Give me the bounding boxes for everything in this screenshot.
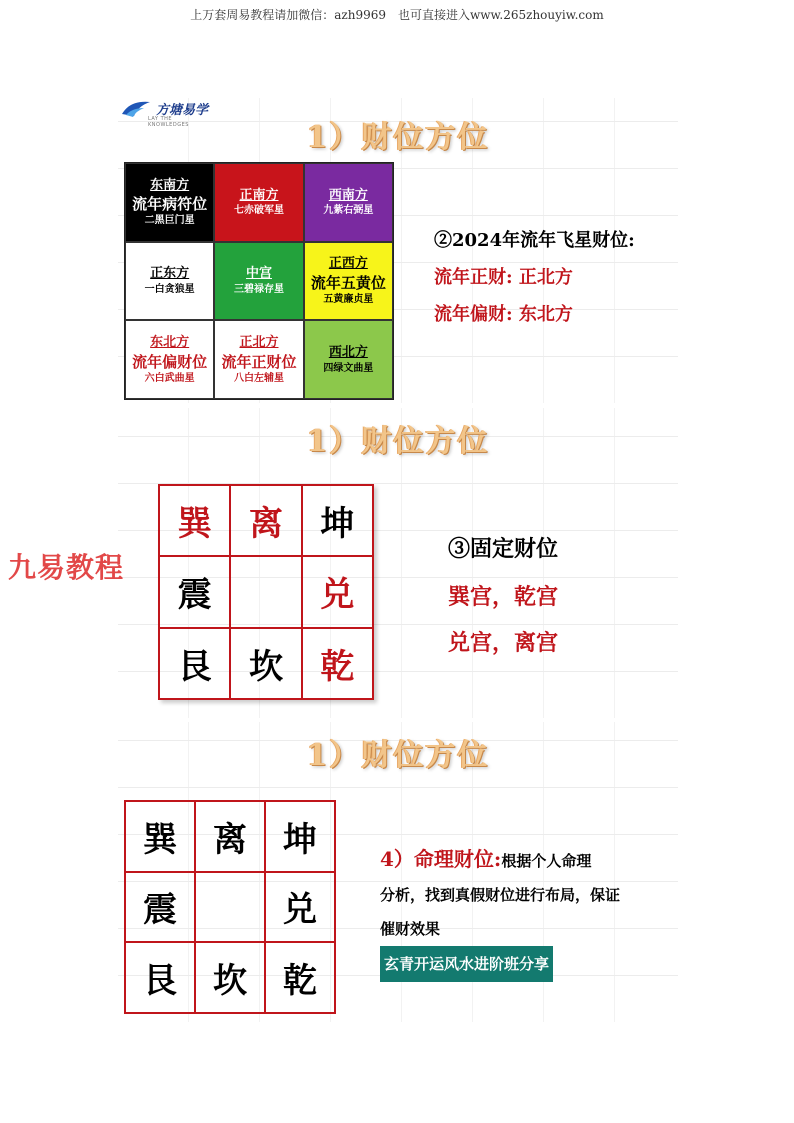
palace-star: 四绿文曲星 <box>323 362 374 374</box>
trigram-cell: 兑 <box>265 872 335 943</box>
palace-direction: 正西方 <box>328 256 368 272</box>
fixed-wealth-line1: 巽宫，乾宫 <box>448 584 559 610</box>
main-wealth-line: 流年正财: 正北方 <box>434 267 573 288</box>
logo-subtitle: LAY THE KNOWLEDGES <box>148 116 189 128</box>
palace-star: 六白武曲星 <box>144 372 195 384</box>
panel-fixed-wealth <box>118 408 678 718</box>
palace-position: 流年五黄位 <box>310 273 386 292</box>
palace-position: 流年偏财位 <box>132 352 208 371</box>
panel-title: 1）财位方位 <box>306 424 490 459</box>
trigram-cell: 艮 <box>159 628 230 699</box>
trigram-cell: 离 <box>230 485 301 556</box>
trigram-cell: 离 <box>195 801 265 872</box>
trigram-cell: 乾 <box>265 942 335 1013</box>
bagua-grid <box>158 484 374 700</box>
trigram-cell: 巽 <box>125 801 195 872</box>
destiny-wealth-lead: 4）命理财位: <box>380 847 502 871</box>
palace-star: 八白左辅星 <box>233 372 284 384</box>
panel-flying-stars <box>118 98 678 403</box>
palace-direction: 东南方 <box>150 177 190 193</box>
palace-cell <box>304 320 393 399</box>
palace-star: 三碧禄存星 <box>233 284 284 296</box>
palace-star: 九紫右弼星 <box>323 205 374 217</box>
trigram-cell <box>230 556 301 627</box>
panel-title: 1）财位方位 <box>306 738 490 773</box>
palace-direction: 正南方 <box>239 187 279 203</box>
palace-direction: 正北方 <box>239 335 279 350</box>
palace-star: 五黄廉贞星 <box>323 294 374 306</box>
palace-direction: 中宫 <box>245 266 272 282</box>
palace-star: 二黑巨门星 <box>144 215 195 227</box>
watermark-text: 九易教程 <box>8 551 125 584</box>
palace-star: 一白贪狼星 <box>144 284 195 296</box>
palace-cell <box>304 242 393 321</box>
trigram-cell: 兑 <box>302 556 373 627</box>
palace-direction: 西北方 <box>328 345 368 361</box>
palace-position: 流年正财位 <box>221 352 297 371</box>
flying-star-grid <box>124 162 394 400</box>
panel-destiny-wealth <box>118 722 678 1022</box>
palace-direction: 东北方 <box>150 335 190 350</box>
partial-wealth-line: 流年偏财: 东北方 <box>434 304 573 325</box>
palace-cell <box>125 163 214 242</box>
trigram-cell: 坎 <box>230 628 301 699</box>
flying-star-heading: ②2024年流年飞星财位: <box>434 230 635 251</box>
trigram-cell: 坤 <box>265 801 335 872</box>
palace-direction: 正东方 <box>150 266 190 282</box>
palace-position: 流年病符位 <box>132 195 208 214</box>
trigram-cell <box>195 872 265 943</box>
palace-cell <box>304 163 393 242</box>
palace-cell <box>214 242 303 321</box>
header-text: 上万套周易教程请加微信：azh9969 也可直接进入www.265zhouyiw.com <box>190 8 604 22</box>
trigram-cell: 巽 <box>159 485 230 556</box>
course-badge: 玄青开运风水进阶班分享 <box>380 946 553 982</box>
bagua-grid <box>124 800 336 1014</box>
fixed-wealth-heading: ③固定财位 <box>448 536 559 562</box>
destiny-wealth-body2: 分析，找到真假财位进行布局，保证 <box>380 886 621 904</box>
destiny-wealth-body3: 催财效果 <box>380 920 441 938</box>
trigram-cell: 震 <box>159 556 230 627</box>
trigram-cell: 震 <box>125 872 195 943</box>
destiny-wealth-body1: 根据个人命理 <box>501 852 592 870</box>
panel-title: 1）财位方位 <box>306 120 490 155</box>
palace-cell <box>214 320 303 399</box>
palace-cell <box>214 163 303 242</box>
fixed-wealth-line2: 兑宫，离宫 <box>448 630 559 656</box>
palace-direction: 西南方 <box>328 187 368 203</box>
trigram-cell: 艮 <box>125 942 195 1013</box>
destiny-wealth-text <box>380 842 670 982</box>
palace-star: 七赤破军星 <box>233 205 284 217</box>
palace-cell <box>125 242 214 321</box>
trigram-cell: 坤 <box>302 485 373 556</box>
logo-text: 方塘易学 <box>156 102 209 118</box>
trigram-cell: 坎 <box>195 942 265 1013</box>
palace-cell <box>125 320 214 399</box>
trigram-cell: 乾 <box>302 628 373 699</box>
